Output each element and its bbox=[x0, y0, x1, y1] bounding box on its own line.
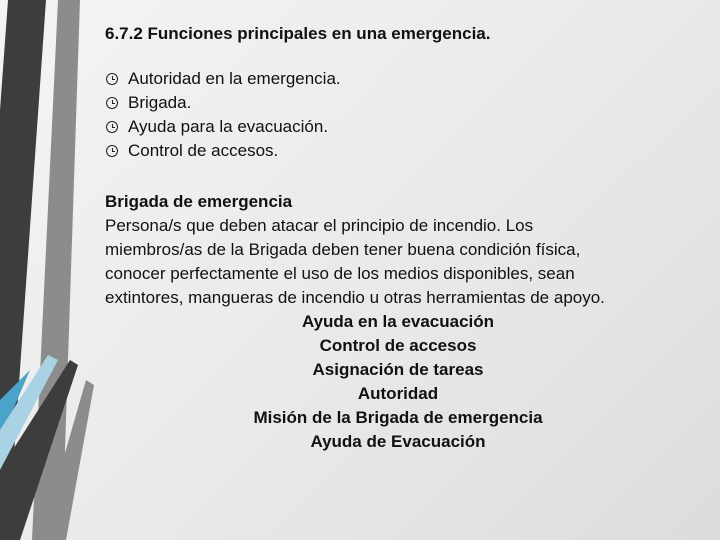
topic-line: Misión de la Brigada de emergencia bbox=[253, 408, 543, 427]
centered-topics bbox=[105, 310, 691, 454]
list-item: Autoridad en la emergencia. bbox=[105, 67, 341, 91]
topic-line: Ayuda en la evacuación bbox=[301, 312, 495, 331]
topic-line: Control de accesos bbox=[319, 336, 477, 355]
description-paragraph bbox=[105, 214, 705, 310]
clock-icon bbox=[106, 145, 118, 157]
topic-line: Autoridad bbox=[357, 384, 439, 403]
paragraph-line: Persona/s que deben atacar el principio de incendio. Los bbox=[105, 216, 534, 235]
paragraph-line: extintores, mangueras de incendio u otras herramientas de apoyo. bbox=[105, 288, 605, 307]
list-item: Ayuda para la evacuación. bbox=[105, 115, 341, 139]
clock-icon bbox=[106, 73, 118, 85]
clock-icon bbox=[106, 97, 118, 109]
list-item: Control de accesos. bbox=[105, 139, 341, 163]
clock-icon bbox=[106, 121, 118, 133]
slide-heading: 6.7.2 Funciones principales en una emergencia. bbox=[105, 24, 491, 43]
functions-list bbox=[105, 67, 341, 163]
paragraph-line: miembros/as de la Brigada deben tener buena condición física, bbox=[105, 240, 581, 259]
topic-line: Asignación de tareas bbox=[312, 360, 484, 379]
brigade-description bbox=[105, 190, 705, 310]
list-item: Brigada. bbox=[105, 91, 341, 115]
paragraph-line: conocer perfectamente el uso de los medios disponibles, sean bbox=[105, 264, 575, 283]
topic-line: Ayuda de Evacuación bbox=[310, 432, 486, 451]
section-title: Brigada de emergencia bbox=[105, 192, 293, 211]
